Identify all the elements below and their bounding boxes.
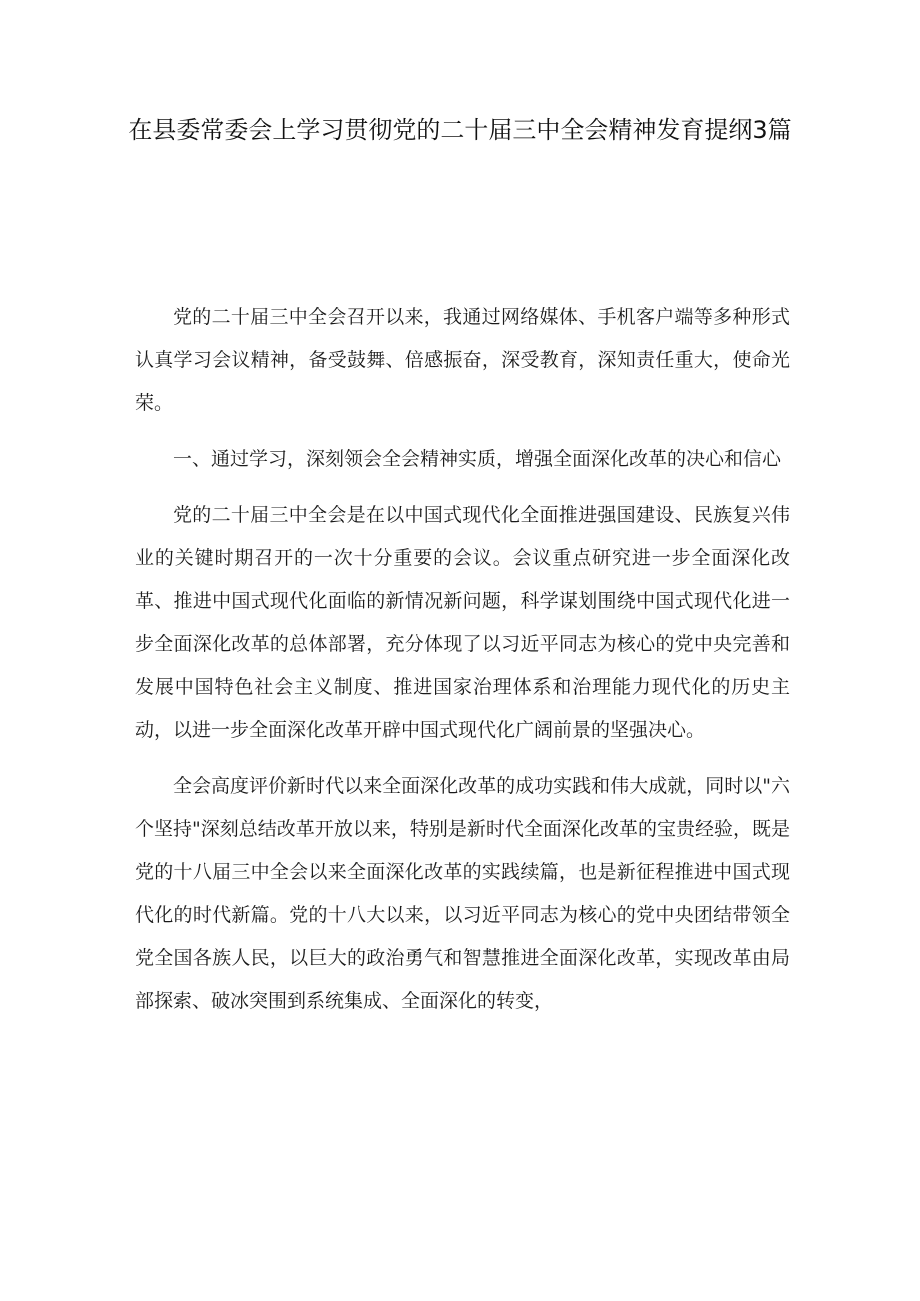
section-heading-1: 一、通过学习，深刻领会全会精神实质，增强全面深化改革的决心和信心 bbox=[173, 448, 782, 470]
document-title: 在县委常委会上学习贯彻党的二十届三中全会精神发育提纲3篇 bbox=[128, 116, 792, 144]
paragraph-intro: 党的二十届三中全会召开以来，我通过网络媒体、手机客户端等多种形式认真学习会议精神，备受鼓舞、倍感振奋，深受教育，深知责任重大，使命光荣。 bbox=[135, 306, 790, 414]
paragraph-plenum-significance: 党的二十届三中全会是在以中国式现代化全面推进强国建设、民族复兴伟业的关键时期召开的一次十分重要的会议。会议重点研究进一步全面深化改革、推进中国式现代化面临的新情况新问题，科学谋划围绕中国式现代化进一步全面深化改革的总体部署，充分体现了以习近平同志为核心的党中央完善和发展中国特色社会主义制度、推进国家治理体系和治理能力现代化的历史主动，以进一步全面深化改革开辟中国式现代化广阔前景的坚强决心。 bbox=[135, 504, 790, 741]
paragraph-reform-achievements: 全会高度评价新时代以来全面深化改革的成功实践和伟大成就，同时以"六个坚持"深刻总结改革开放以来，特别是新时代全面深化改革的宝贵经验，既是党的十八届三中全会以来全面深化改革的实践续篇，也是新征程推进中国式现代化的时代新篇。党的十八大以来，以习近平同志为核心的党中央团结带领全党全国各族人民，以巨大的政治勇气和智慧推进全面深化改革，实现改革由局部探索、破冰突围到系统集成、全面深化的转变， bbox=[135, 775, 790, 1012]
document-body bbox=[135, 296, 790, 1036]
